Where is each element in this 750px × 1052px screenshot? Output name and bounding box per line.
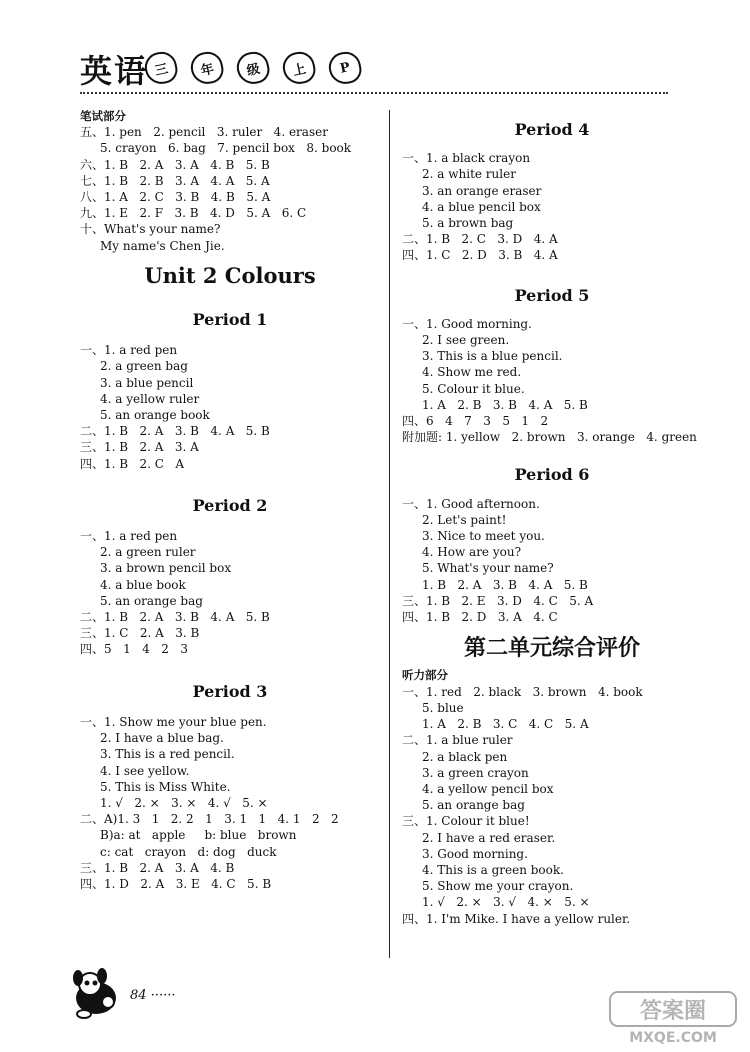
- answer-line: 2. Let's paint!: [422, 512, 507, 527]
- answer-line: 4. a yellow ruler: [100, 391, 200, 406]
- answer-line: c: cat crayon d: dog duck: [100, 844, 277, 859]
- svg-text:MXQE.COM: MXQE.COM: [629, 1030, 717, 1046]
- written-answers: [80, 124, 380, 254]
- answer-line: My name's Chen Jie.: [100, 238, 225, 253]
- answer-line: 4. This is a green book.: [422, 862, 564, 877]
- answer-line: 三、1. C 2. A 3. B: [80, 626, 200, 641]
- answer-line: 一、1. a red pen: [80, 343, 178, 358]
- answer-line: 十、What's your name?: [80, 222, 221, 237]
- book-title: 英语: [80, 52, 149, 90]
- unit-title: Unit 2 Colours: [144, 262, 316, 288]
- answer-line: 4. a blue book: [100, 577, 186, 592]
- answer-line: 二、1. B 2. C 3. D 4. A: [402, 232, 558, 247]
- grade-badge: 级: [234, 49, 272, 87]
- answer-line: 三、1. Colour it blue!: [402, 814, 530, 829]
- answer-line: 四、1. B 2. C A: [80, 456, 185, 471]
- answer-line: 5. This is Miss White.: [100, 779, 231, 794]
- answer-line: 一、1. Good morning.: [402, 316, 532, 331]
- answer-line: 1. B 2. A 3. B 4. A 5. B: [422, 577, 588, 592]
- answer-line: 四、1. I'm Mike. I have a yellow ruler.: [402, 911, 631, 926]
- answer-line: 5. an orange bag: [422, 798, 525, 813]
- answer-line: 七、1. B 2. B 3. A 4. A 5. A: [80, 173, 270, 188]
- answer-line: 一、1. Good afternoon.: [402, 496, 540, 511]
- answer-line: 3. This is a blue pencil.: [422, 349, 563, 364]
- answer-line: 1. √ 2. × 3. √ 4. × 5. ×: [422, 895, 590, 910]
- answer-line: 5. What's your name?: [422, 561, 554, 576]
- answer-line: 4. How are you?: [422, 545, 522, 560]
- answer-line: 一、1. a red pen: [80, 529, 178, 544]
- period-2-answers: [80, 528, 380, 658]
- answer-line: 5. an orange bag: [100, 593, 203, 608]
- left-column: [80, 108, 380, 892]
- answer-line: 三、1. B 2. A 3. A: [80, 440, 199, 455]
- answer-line: 3. a brown pencil box: [100, 561, 232, 576]
- answer-line: 二、1. B 2. A 3. B 4. A 5. B: [80, 424, 270, 439]
- answer-line: 2. a black pen: [422, 749, 508, 764]
- grade-badge: P: [326, 49, 364, 87]
- answer-line: 二、1. B 2. A 3. B 4. A 5. B: [80, 610, 270, 625]
- answer-line: 四、6 4 7 3 5 1 2: [402, 414, 549, 429]
- answer-line: 四、1. C 2. D 3. B 4. A: [402, 248, 558, 263]
- answer-line: 5. Colour it blue.: [422, 381, 525, 396]
- answer-line: 1. A 2. B 3. B 4. A 5. B: [422, 397, 588, 412]
- answer-line: 一、1. Show me your blue pen.: [80, 714, 267, 729]
- answer-line: 4. I see yellow.: [100, 763, 190, 778]
- right-column: [402, 108, 702, 927]
- answer-line: 四、1. B 2. D 3. A 4. C: [402, 610, 558, 625]
- period-1-answers: [80, 342, 380, 472]
- listening-section-label: 听力部分: [402, 668, 448, 683]
- answer-line: 5. crayon 6. bag 7. pencil box 8. book: [100, 141, 352, 156]
- answer-line: 三、1. B 2. A 3. A 4. B: [80, 860, 235, 875]
- svg-text:答案圈: 答案圈: [639, 999, 707, 1024]
- period-1-title: Period 1: [192, 310, 268, 330]
- answer-line: 3. a blue pencil: [100, 375, 194, 390]
- answer-line: 1. A 2. B 3. C 4. C 5. A: [422, 717, 589, 732]
- grade-badge: 上: [280, 49, 318, 87]
- answer-line: 三、1. B 2. E 3. D 4. C 5. A: [402, 593, 594, 608]
- answer-line: 六、1. B 2. A 3. A 4. B 5. B: [80, 157, 270, 172]
- period-5-answers: [402, 316, 702, 446]
- answer-line: 5. Show me your crayon.: [422, 879, 574, 894]
- header-divider: [80, 92, 668, 94]
- period-6-title: Period 6: [514, 465, 590, 485]
- answer-line: 3. an orange eraser: [422, 183, 542, 198]
- answer-line: 2. I see green.: [422, 333, 510, 348]
- review-answers: [402, 684, 702, 927]
- answer-line: 四、5 1 4 2 3: [80, 642, 188, 657]
- answer-line: 一、1. a black crayon: [402, 151, 531, 166]
- answer-line: 5. an orange book: [100, 408, 210, 423]
- grade-badges: [145, 52, 361, 84]
- unit-review-title: 第二单元综合评价: [463, 636, 640, 662]
- answer-line: 1. √ 2. × 3. × 4. √ 5. ×: [100, 795, 268, 810]
- period-6-answers: [402, 496, 702, 626]
- answer-line: 4. a blue pencil box: [422, 199, 541, 214]
- answer-line: 4. Show me red.: [422, 365, 522, 380]
- answer-line: 5. blue: [422, 700, 464, 715]
- answer-line: 2. a green bag: [100, 359, 188, 374]
- period-4-answers: [402, 150, 702, 263]
- answer-line: 4. a yellow pencil box: [422, 781, 554, 796]
- answer-line: 3. Nice to meet you.: [422, 529, 545, 544]
- period-4-title: Period 4: [514, 120, 590, 139]
- answer-line: 四、1. D 2. A 3. E 4. C 5. B: [80, 876, 272, 891]
- answer-line: 2. a green ruler: [100, 545, 196, 560]
- answer-line: 5. a brown bag: [422, 216, 514, 231]
- answer-line: 2. I have a blue bag.: [100, 731, 224, 746]
- answer-line: 3. Good morning.: [422, 846, 528, 861]
- cartoon-mascot-icon: [68, 962, 126, 1020]
- answer-line: 附加题: 1. yellow 2. brown 3. orange 4. green: [402, 430, 697, 445]
- answer-line: 2. a white ruler: [422, 167, 516, 182]
- site-watermark-logo: [608, 990, 738, 1046]
- answer-line: B)a: at apple b: blue brown: [100, 828, 297, 843]
- period-5-title: Period 5: [514, 285, 590, 305]
- period-3-title: Period 3: [192, 681, 268, 701]
- written-section-label: 笔试部分: [80, 109, 126, 123]
- answer-line: 二、A)1. 3 1 2. 2 1 3. 1 1 4. 1 2 2: [80, 812, 339, 827]
- answer-line: 二、1. a blue ruler: [402, 733, 513, 748]
- answer-line: 八、1. A 2. C 3. B 4. B 5. A: [80, 190, 271, 205]
- column-divider: [389, 110, 390, 958]
- answer-line: 3. a green crayon: [422, 765, 529, 780]
- answer-line: 2. I have a red eraser.: [422, 830, 556, 845]
- grade-badge: 年: [188, 49, 226, 87]
- period-3-answers: [80, 714, 380, 892]
- grade-badge: 三: [142, 49, 180, 87]
- period-2-title: Period 2: [192, 495, 268, 515]
- answer-line: 五、1. pen 2. pencil 3. ruler 4. eraser: [80, 125, 328, 140]
- answer-line: 九、1. E 2. F 3. B 4. D 5. A 6. C: [80, 206, 307, 221]
- answer-line: 一、1. red 2. black 3. brown 4. book: [402, 684, 643, 699]
- answer-line: 3. This is a red pencil.: [100, 747, 235, 762]
- page-number: 84 ······: [130, 988, 176, 1003]
